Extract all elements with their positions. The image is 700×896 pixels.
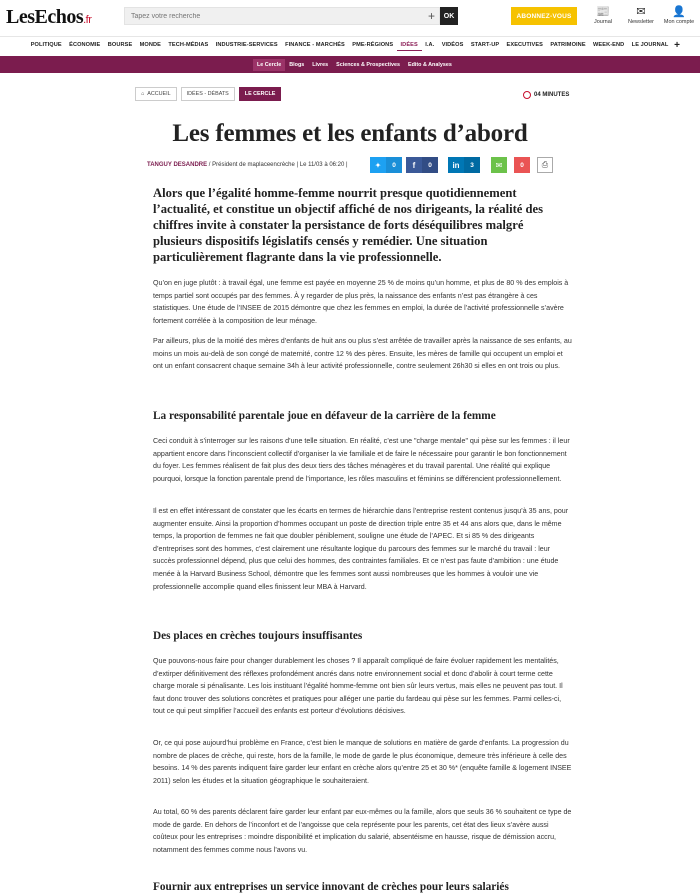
nav-item-tech-medias[interactable]: TECH-MÉDIAS [168,42,209,48]
sub-navigation [0,56,700,73]
section-heading: Fournir aux entreprises un service innovant de crèches pour leurs salariés [153,881,509,893]
share-facebook-button[interactable] [406,157,438,173]
print-icon: ⎙ [541,160,549,169]
read-time: 04 MINUTES [523,91,569,99]
nav-item-videos[interactable]: VIDÉOS [441,42,464,48]
author-role: / Président de maplaceencrèche [207,162,295,168]
search-ok-button[interactable]: OK [440,7,458,25]
nav-more-icon[interactable]: + [674,39,680,51]
author-name[interactable]: TANGUY DESANDRE [147,162,208,168]
article-paragraph: Que pouvons-nous faire pour changer durablement les choses ? Il apparaît compliqué de faire évoluer rapidement les mentalités, d’extirper définitivement des réflexes profondément ancrés dans notre environnement social et donc d’abolir à court terme cette charge morale si pénalisante. Les lois instituant l’égalité homme-femme ont bien sûr leurs vertus, mais elles ne peuvent pas tout. Il faut donc trouver des solutions concrètes et pratiques pour alléger une partie du fardeau qui pèse sur les femmes. Parmi celles-ci, tout ce qui peut simplifier l’accueil des enfants est porteur d’évolutions décisives. [153,657,563,716]
article-byline [147,162,348,168]
mail-count-badge [514,157,530,173]
linkedin-icon: in [452,160,460,170]
newsletter-link[interactable]: ✉ Newsletter [623,5,659,25]
search-input[interactable] [125,8,415,24]
site-logo[interactable]: LesEchos.fr [6,6,92,28]
newsletter-icon: ✉ [636,6,646,18]
journal-link[interactable]: 📰 Journal [585,5,621,25]
nav-item-politique[interactable]: POLITIQUE [30,42,62,48]
article-paragraph: Il est en effet intéressant de constater que les écarts en termes de hiérarchie dans l’entreprise restent contenus jusqu’à 35 ans, pour augmenter ensuite. Ainsi la proportion d’hommes occupant un poste de direction triple entre 35 et 44 ans alors que, dans le même temps, la proportion de femmes ne fait que doubler péniblement, souligne une étude de l’APEC. Et si 85 % des dirigeants d’entreprises sont des hommes, c’est clairement une résultante logique du parcours des femmes sur le marché du travail : leur succès professionnel dépend, plus que celui des hommes, des contraintes familiales. Et ce n’est pas faute d’ambition : une étude menée à la Harvard Business School, démontre que les femmes sont aussi nombreuses que les hommes à vouloir une vie professionnelle accomplie quand elles finissent leur MBA à Harvard. [153,507,569,591]
article-paragraph: Ceci conduit à s’interroger sur les raisons d’une telle situation. En réalité, c’est une "charge mentale" qui pèse sur les femmes : il leur appartient encore dans l’inconscient collectif d’organiser la vie familiale et de faire le nécessaire pour garantir le bon fonctionnement du foyer. Les femmes réalisent de fait plus des deux tiers des tâches ménagères et du travail parental. Une réalité qui explique pourquoi, lorsque la fonction parentale prend de l’importance, les rôles masculins et féminins se différencient professionnellement. [153,437,570,483]
nav-item-executives[interactable]: EXECUTIVES [506,42,543,48]
nav-item-finance-marches[interactable]: FINANCE - MARCHÉS [285,42,345,48]
nav-item-patrimoine[interactable]: PATRIMOINE [550,42,586,48]
breadcrumb-section[interactable]: IDÉES - DÉBATS [181,87,235,101]
twitter-count: 0 [386,157,402,173]
subnav-item-sciences-prospectives[interactable]: Sciences & Prospectives [336,61,400,68]
print-button[interactable] [537,157,553,173]
section-heading: Des places en crèches toujours insuffisantes [153,630,363,642]
subnav-item-livres[interactable]: Livres [312,61,329,68]
subscribe-button[interactable]: ABONNEZ-VOUS [511,7,577,25]
journal-icon: 📰 [596,6,610,18]
article-paragraph: Par ailleurs, plus de la moitié des mères d’enfants de huit ans ou plus s’est arrêtée de travailler après la naissance de ses enfants, au moins un mois au-delà de son congé de maternité, contre 12 % des pères. Ensuite, les mères de famille qui occupent un emploi et ont un enfant consacrent chaque semaine 34h à leur activité professionnelle, contre seulement 26h30 si elles en ont trois ou plus. [153,337,572,371]
publish-date: | Le 11/03 à 06:20 | [294,162,348,168]
nav-item-pme-regions[interactable]: PME-RÉGIONS [352,42,394,48]
share-twitter-button[interactable] [370,157,402,173]
account-icon: 👤 [672,6,686,18]
article-paragraph: Or, ce qui pose aujourd’hui problème en France, c’est bien le manque de solutions en matière de garde d’enfants. La progression du nombre de places de crèche, qui reste, hors de la famille, le mode de garde le plus économique, demeure très inférieure à celle des besoins. 14 % des parents indiquent faire garder leur enfant en crèche alors qu’entre 25 et 30 %* (enquête famille & logement INSEE 2011) selon les études et la situation géographique le souhaiteraient. [153,739,572,785]
share-mail-button[interactable] [491,157,507,173]
subnav-item-edito-analyses[interactable]: Edito & Analyses [407,61,452,68]
mail-count: 0 [520,161,524,169]
article-paragraph: Au total, 60 % des parents déclarent faire garder leur enfant par eux-mêmes ou la famille, alors que seuls 36 % souhaitent ce type de mode de garde. En dehors de l’inconfort et de l’angoisse que cela représente pour les parents, cet état des lieux s’avère aussi coûteux pour les entreprises : moindre disponibilité et implication du salarié, absentéisme en hausse, risque de démission accru, notamment des femmes comme nous l’avons vu. [153,808,572,854]
search-plus-icon[interactable]: + [427,9,435,23]
article-title: Les femmes et les enfants d’abord [172,120,528,147]
nav-item-idees[interactable]: IDÉES [397,42,422,51]
nav-item-start-up[interactable]: START-UP [470,42,500,48]
search-box [124,7,440,25]
nav-item-le-journal[interactable]: LE JOURNAL [631,42,669,48]
nav-item-monde[interactable]: MONDE [139,42,161,48]
twitter-icon: ✦ [374,160,382,170]
subnav-item-blogs[interactable]: Blogs [289,61,305,68]
home-icon: ⌂ [141,91,145,97]
facebook-count: 0 [422,157,438,173]
linkedin-count: 3 [464,157,480,173]
nav-item-bourse[interactable]: BOURSE [107,42,133,48]
breadcrumb-tag[interactable]: LE CERCLE [239,87,282,101]
nav-item-industrie-services[interactable]: INDUSTRIE-SERVICES [215,42,278,48]
article-paragraph: Qu’on en juge plutôt : à travail égal, une femme est payée en moyenne 25 % de moins qu’un homme, et plus de 80 % des emplois à temps partiel sont occupés par des femmes. À y regarder de plus près, la naissance des enfants n’est pas étrangère à ces statistiques. Une étude de l’INSEE de 2015 démontre que chez les femmes en emploi, la durée de l’activité professionnelle s’avère fortement corrélée à la composition de leur ménage. [153,279,569,325]
account-link[interactable]: 👤 Mon compte [661,5,697,25]
clock-icon [523,91,531,99]
breadcrumb [135,87,281,101]
site-header [0,0,700,33]
breadcrumb-home[interactable]: ⌂ ACCUEIL [135,87,177,101]
section-heading: La responsabilité parentale joue en défaveur de la carrière de la femme [153,410,496,422]
main-navigation [0,36,700,53]
share-linkedin-button[interactable] [448,157,480,173]
nav-item-ia[interactable]: I.A. [425,42,435,48]
mail-icon: ✉ [495,160,503,170]
subnav-item-le-cercle[interactable]: Le Cercle [253,59,285,71]
article-lead: Alors que l’égalité homme-femme nourrit presque quotidiennement l’actualité, et constitue un objectif affiché de nos dirigeants, la réalité des chiffres invite à constater la persistance de forts déséquilibres malgré plusieurs dispositifs législatifs censés y remédier. Une situation particulièrement flagrante dans la vie professionnelle. [153,186,543,265]
nav-item-economie[interactable]: ÉCONOMIE [69,42,101,48]
nav-item-week-end[interactable]: WEEK-END [593,42,625,48]
facebook-icon: f [412,160,416,170]
